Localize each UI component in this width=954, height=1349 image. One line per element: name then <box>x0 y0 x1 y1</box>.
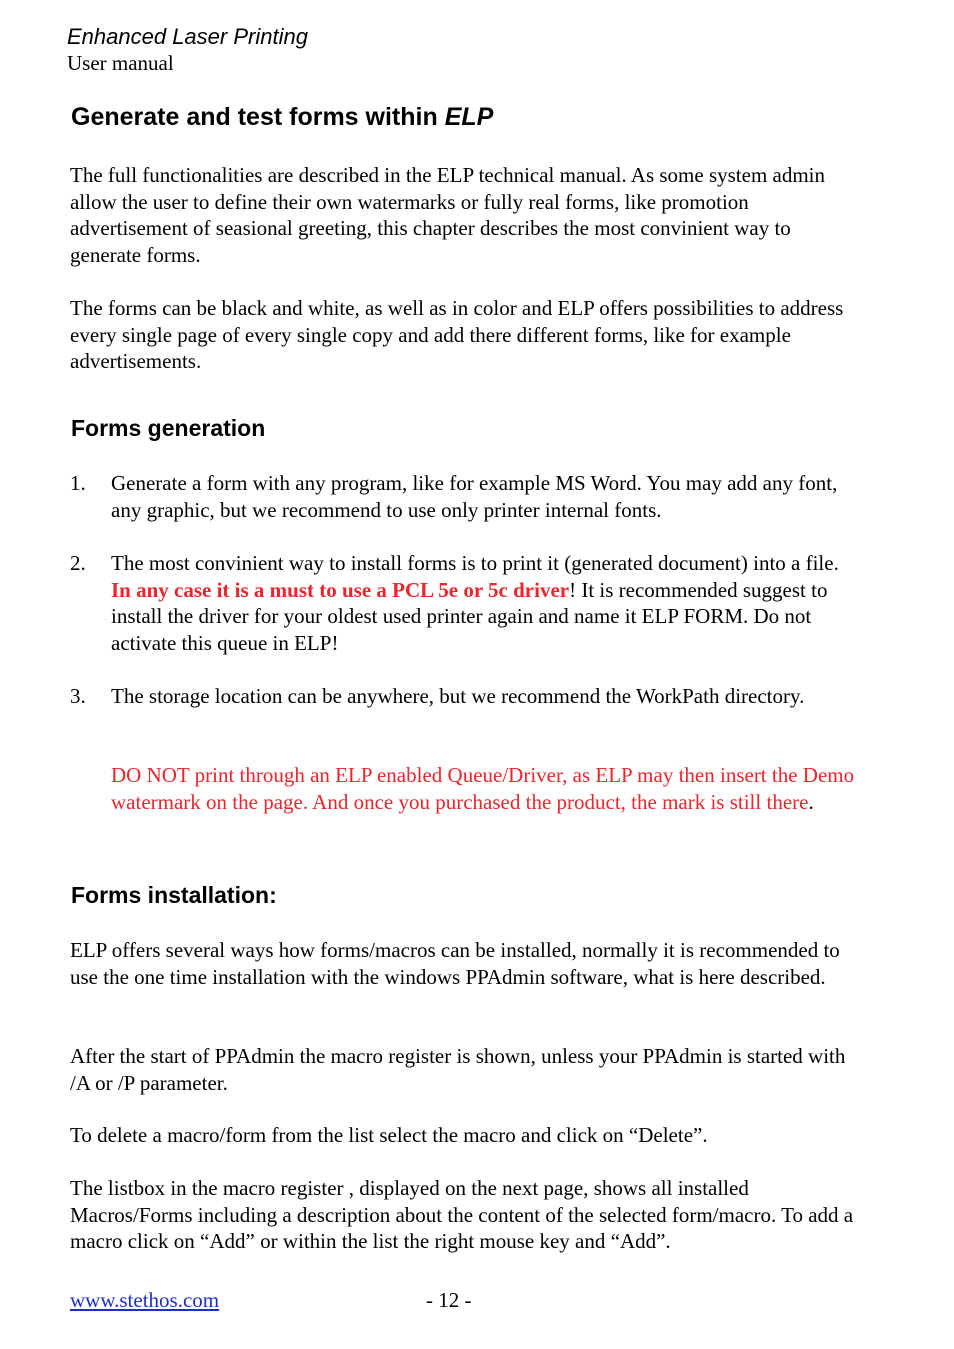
warning-text: DO NOT print through an ELP enabled Queue/Driver, as ELP may then insert the Demo watermark on the page. And once you purchased the product, the mark is still there <box>111 763 855 814</box>
website-link[interactable]: www.stethos.com <box>70 1288 220 1312</box>
demo-watermark-warning <box>111 762 856 815</box>
forms-installation-heading: Forms installation: <box>71 882 277 908</box>
warning-period: . <box>808 789 814 814</box>
installation-paragraph-3: To delete a macro/form from the list select the macro and click on “Delete”. <box>70 1123 708 1147</box>
forms-generation-heading: Forms generation <box>71 415 266 441</box>
document-title: Enhanced Laser Printing <box>67 24 308 49</box>
list-number-3: 3. <box>70 684 86 708</box>
intro-paragraph-2: The forms can be black and white, as well as in color and ELP offers possibilities to address every single page of every single copy and add there different forms, like for example advertisements. <box>70 296 844 373</box>
section-heading-prefix: Generate and test forms within <box>71 103 445 131</box>
list-number-2: 2. <box>70 551 86 575</box>
list-item-2-text-end: ! It is recommended suggest to install the driver for your oldest used printer again and name it ELP FORM. Do not activate this queue in ELP! <box>111 577 828 655</box>
section-heading <box>71 103 493 132</box>
list-item-2-text-start: The most convinient way to install forms is to print it (generated document) into a file. <box>111 551 839 575</box>
installation-paragraph-1: ELP offers several ways how forms/macros can be installed, normally it is recommended to use the one time installation with the windows PPAdmin software, what is here described. <box>70 938 840 989</box>
page-number: - 12 - <box>426 1288 472 1312</box>
document-subtitle: User manual <box>67 51 174 75</box>
list-item-3: The storage location can be anywhere, but we recommend the WorkPath directory. <box>111 684 805 708</box>
pcl-driver-requirement: In any case it is a must to use a PCL 5e or 5c driver <box>111 577 570 602</box>
list-number-1: 1. <box>70 471 86 495</box>
installation-paragraph-2: After the start of PPAdmin the macro register is shown, unless your PPAdmin is started with /A or /P parameter. <box>70 1044 846 1095</box>
list-item-1: Generate a form with any program, like for example MS Word. You may add any font, any graphic, but we recommend to use only printer internal fonts. <box>111 471 838 522</box>
list-item-2 <box>111 550 856 656</box>
section-heading-emphasis: ELP <box>444 103 494 131</box>
intro-paragraph-1: The full functionalities are described in the ELP technical manual. As some system admin allow the user to define their own watermarks or fully real forms, like promotion advertisement of seasional greeting, this chapter describes the most convinient way to generate forms. <box>70 163 826 267</box>
installation-paragraph-4: The listbox in the macro register , displayed on the next page, shows all installed Macros/Forms including a description about the content of the selected form/macro. To add a macro click on “Add” or within the list the right mouse key and “Add”. <box>70 1176 854 1253</box>
